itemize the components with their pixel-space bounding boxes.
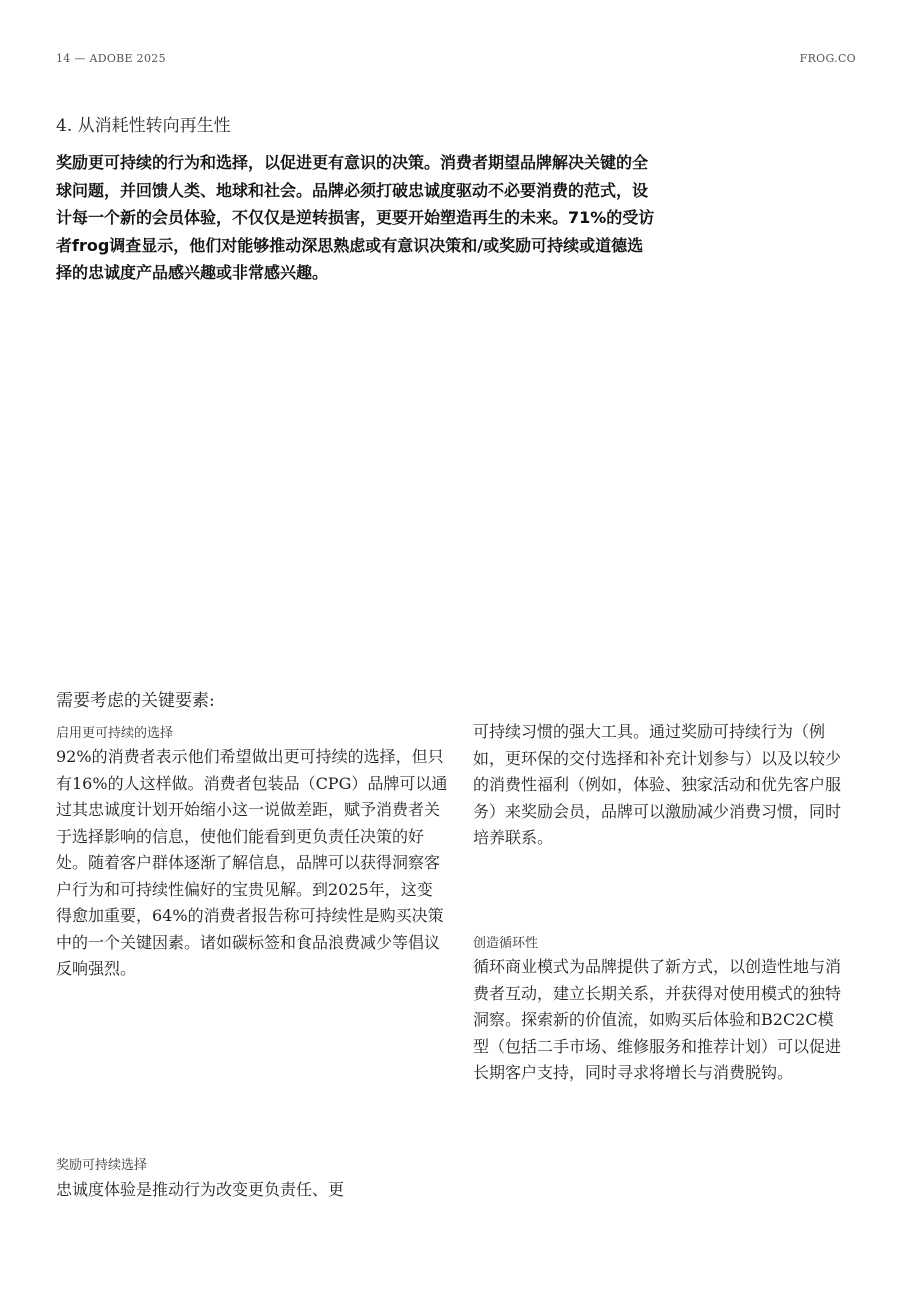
- factor-title-circularity: 创造循环性: [473, 936, 539, 951]
- key-factors-heading: 需要考虑的关键要素:: [56, 691, 215, 711]
- factor-body-reward-sustainable: 忠诚度体验是推动行为改变更负责任、更: [56, 1180, 345, 1199]
- factor-body-reward-continuation: 可持续习惯的强大工具。通过奖励可持续行为（例如，更环保的交付选择和补充计划参与）以及以较少的消费性福利（例如，体验、独家活动和优先客户服务）来奖励会员，品牌可以激励减少消费习惯，同时培养联系。: [473, 722, 842, 847]
- factor-title-reward-sustainable: 奖励可持续选择: [56, 1158, 148, 1173]
- site-header: FROG.CO: [799, 52, 856, 65]
- page-number-header: 14 — ADOBE 2025: [56, 52, 166, 65]
- intro-paragraph: 奖励更可持续的行为和选择，以促进更有意识的决策。消费者期望品牌解决关键的全球问题，并回馈人类、地球和社会。品牌必须打破忠诚度驱动不必要消费的范式，设计每一个新的会员体验，不仅仅是逆转损害，更要开始塑造再生的未来。71%的受访者frog调查显示，他们对能够推动深思熟虑或有意识决策和/或奖励可持续或道德选择的忠诚度产品感兴趣或非常感兴趣。: [56, 153, 655, 282]
- factor-body-sustainable-choices: 92%的消费者表示他们希望做出更可持续的选择，但只有16%的人这样做。消费者包装品（CPG）品牌可以通过其忠诚度计划开始缩小这一说做差距，赋予消费者关于选择影响的信息，使他们能看到更负责任决策的好处。随着客户群体逐渐了解信息，品牌可以获得洞察客户行为和可持续性偏好的宝贵见解。到2025年，这变得愈加重要，64%的消费者报告称可持续性是购买决策中的一个关键因素。诸如碳标签和食品浪费减少等倡议反响强烈。: [56, 747, 448, 978]
- factor-title-sustainable-choices: 启用更可持续的选择: [56, 726, 174, 741]
- section-title: 4. 从消耗性转向再生性: [56, 116, 231, 136]
- factor-body-circularity: 循环商业模式为品牌提供了新方式，以创造性地与消费者互动，建立长期关系，并获得对使用模式的独特洞察。探索新的价值流，如购买后体验和B2C2C模型（包括二手市场、维修服务和推荐计划）可以促进长期客户支持，同时寻求将增长与消费脱钩。: [473, 957, 842, 1082]
